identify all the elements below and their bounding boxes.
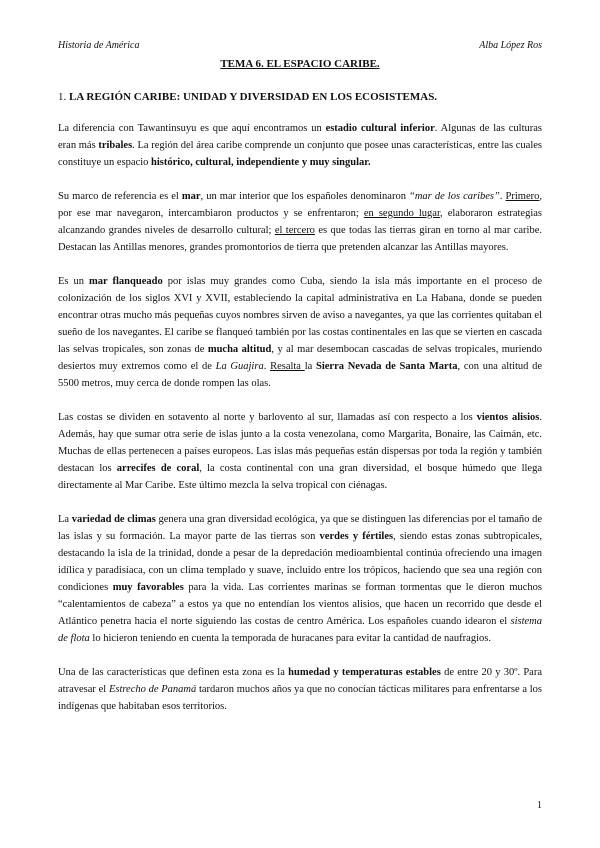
text: Una de las características que definen esta zona es la — [58, 667, 289, 678]
underlined-text: en segundo lugar — [363, 208, 441, 219]
bold-text: variedad de climas — [71, 514, 156, 525]
italic-text: “mar de los caribes” — [409, 191, 500, 202]
text: La — [58, 514, 72, 525]
bold-text: vientos alisios — [476, 412, 540, 423]
bold-text: muy favorables — [112, 582, 184, 593]
paragraph-5 — [58, 511, 542, 647]
text: , la costa continental con una gran diversidad, el bosque húmedo que llega directamente al Mar Caribe. Este último mezcla la selva tropical con ciénagas. — [58, 463, 542, 491]
text: . La región del área caribe comprende un conjunto que posee unas características, entre las cuales constituye un espacio — [58, 140, 542, 168]
text: la — [304, 361, 317, 372]
section-title: LA REGIÓN CARIBE: UNIDAD Y DIVERSIDAD EN LOS ECOSISTEMAS. — [69, 91, 438, 103]
page-number: 1 — [537, 800, 542, 811]
section-number: 1. — [58, 91, 67, 103]
text: de entre 20 y 30º. Para atravesar el — [58, 667, 542, 695]
text: . — [499, 191, 506, 202]
underlined-text: Primero — [505, 191, 540, 202]
text: lo hicieron teniendo en cuenta la temporada de huracanes para evitar la cantidad de naufragios. — [89, 633, 491, 644]
text: genera una gran diversidad ecológica, ya que se distinguen las diferencias por el tamaño de las islas y su formación. La mayor parte de las tierras son — [58, 514, 542, 542]
header-course: Historia de América — [58, 40, 140, 51]
underlined-text: el tercero — [274, 225, 315, 236]
paragraph-2 — [58, 188, 542, 256]
text: , elaboraron estrategias alcanzando grandes niveles de desarrollo cultural; — [58, 208, 542, 236]
text: . Algunas de las culturas eran más — [58, 123, 543, 151]
italic-text: sistema de flota — [58, 616, 542, 644]
paragraph-3 — [58, 273, 542, 392]
underlined-text: Resalta — [270, 361, 305, 372]
text: , siendo estas zonas subtropicales, destacando la isla de la trinidad, donde a pesar de la depredación medioambiental continúa ofreciendo una imagen idílica y paradisíaca, con un clima templado y suave, incluido entre los trópicos, haciendo que sea una región con condiciones — [58, 531, 542, 593]
text: . — [263, 361, 271, 372]
bold-text: Sierra Nevada de Santa Marta — [316, 361, 458, 372]
paragraph-1 — [58, 120, 542, 171]
text: . Además, hay que sumar otra serie de islas junto a la costa venezolana, como Margarita, Bonaire, las Caimán, etc. Muchas de ellas pertenecen a países europeos. Las islas más pequeñas están dispersas por toda la región y también destacan los — [58, 412, 542, 474]
text: , por ese mar navegaron, intercambiaron productos y se enfrentaron; — [58, 191, 542, 219]
italic-text: La Guajira — [215, 361, 264, 372]
document-body — [58, 120, 542, 732]
text: , y al mar desembocan cascadas de selvas tropicales, muriendo desiertos muy extremos como el de — [58, 344, 543, 372]
bold-text: estadio cultural inferior — [325, 123, 435, 134]
text: , con una altitud de 5500 metros, muy cerca de donde rompen las olas. — [58, 361, 543, 389]
text: por islas muy grandes como Cuba, siendo la isla más importante en el proceso de colonización de los siglos XVI y XVII, estableciendo la capital administrativa en La Habana, donde se pueden encontrar otras mucho más pequeñas cuyos nombres sirven de aviso a navegantes, ya que las corrientes quitaban el sueño de los navegantes. El caribe se flanqueó también por las costas continentales en las que se vierten en cascada las selvas tropicales, son zonas de — [58, 276, 542, 355]
section-heading — [58, 91, 437, 103]
text: La diferencia con Tawantinsuyu es que aquí encontramos un — [58, 123, 326, 134]
italic-text: Estrecho de Panamá — [108, 684, 197, 695]
paragraph-4 — [58, 409, 542, 494]
bold-text: mucha altitud — [207, 344, 272, 355]
bold-text: tribales — [98, 140, 133, 151]
text: Las costas se dividen en sotavento al norte y barlovento al sur, llamadas así con respecto a los — [58, 412, 477, 423]
header-author: Alba López Ros — [479, 40, 542, 51]
paragraph-6 — [58, 664, 542, 715]
text: tardaron muchos años ya que no conocían tácticas militares para enfrentarse a los indígenas que habitaban esos territorios. — [58, 684, 542, 712]
bold-text: mar flanqueado — [89, 276, 163, 287]
text: , un mar interior que los españoles denominaron — [200, 191, 409, 202]
bold-text: arrecifes de coral — [116, 463, 200, 474]
text: es que todas las tierras giran en torno al mar caribe. Destacan las Antillas menores, grandes promontorios de tierra que pretenden alcanzar las Antillas mayores. — [58, 225, 542, 253]
document-title: TEMA 6. EL ESPACIO CARIBE. — [220, 58, 380, 70]
bold-text: verdes y fértiles — [319, 531, 394, 542]
bold-text: mar — [181, 191, 201, 202]
bold-text: humedad y temperaturas estables — [288, 667, 441, 678]
text: para la vida. Las corrientes marinas se forman tormentas que le dieron muchos “calentamientos de cabeza” a estos ya que no entendían los vientos alisios, que hacen un recorrido que desde el Atlántico penetra hacia el norte siguiendo las costas de centro América. Los españoles cuando idearon el — [58, 582, 543, 627]
text: Es un — [58, 276, 90, 287]
text: Su marco de referencia es el — [58, 191, 182, 202]
bold-text: histórico, cultural, independiente y muy singular. — [151, 157, 371, 168]
